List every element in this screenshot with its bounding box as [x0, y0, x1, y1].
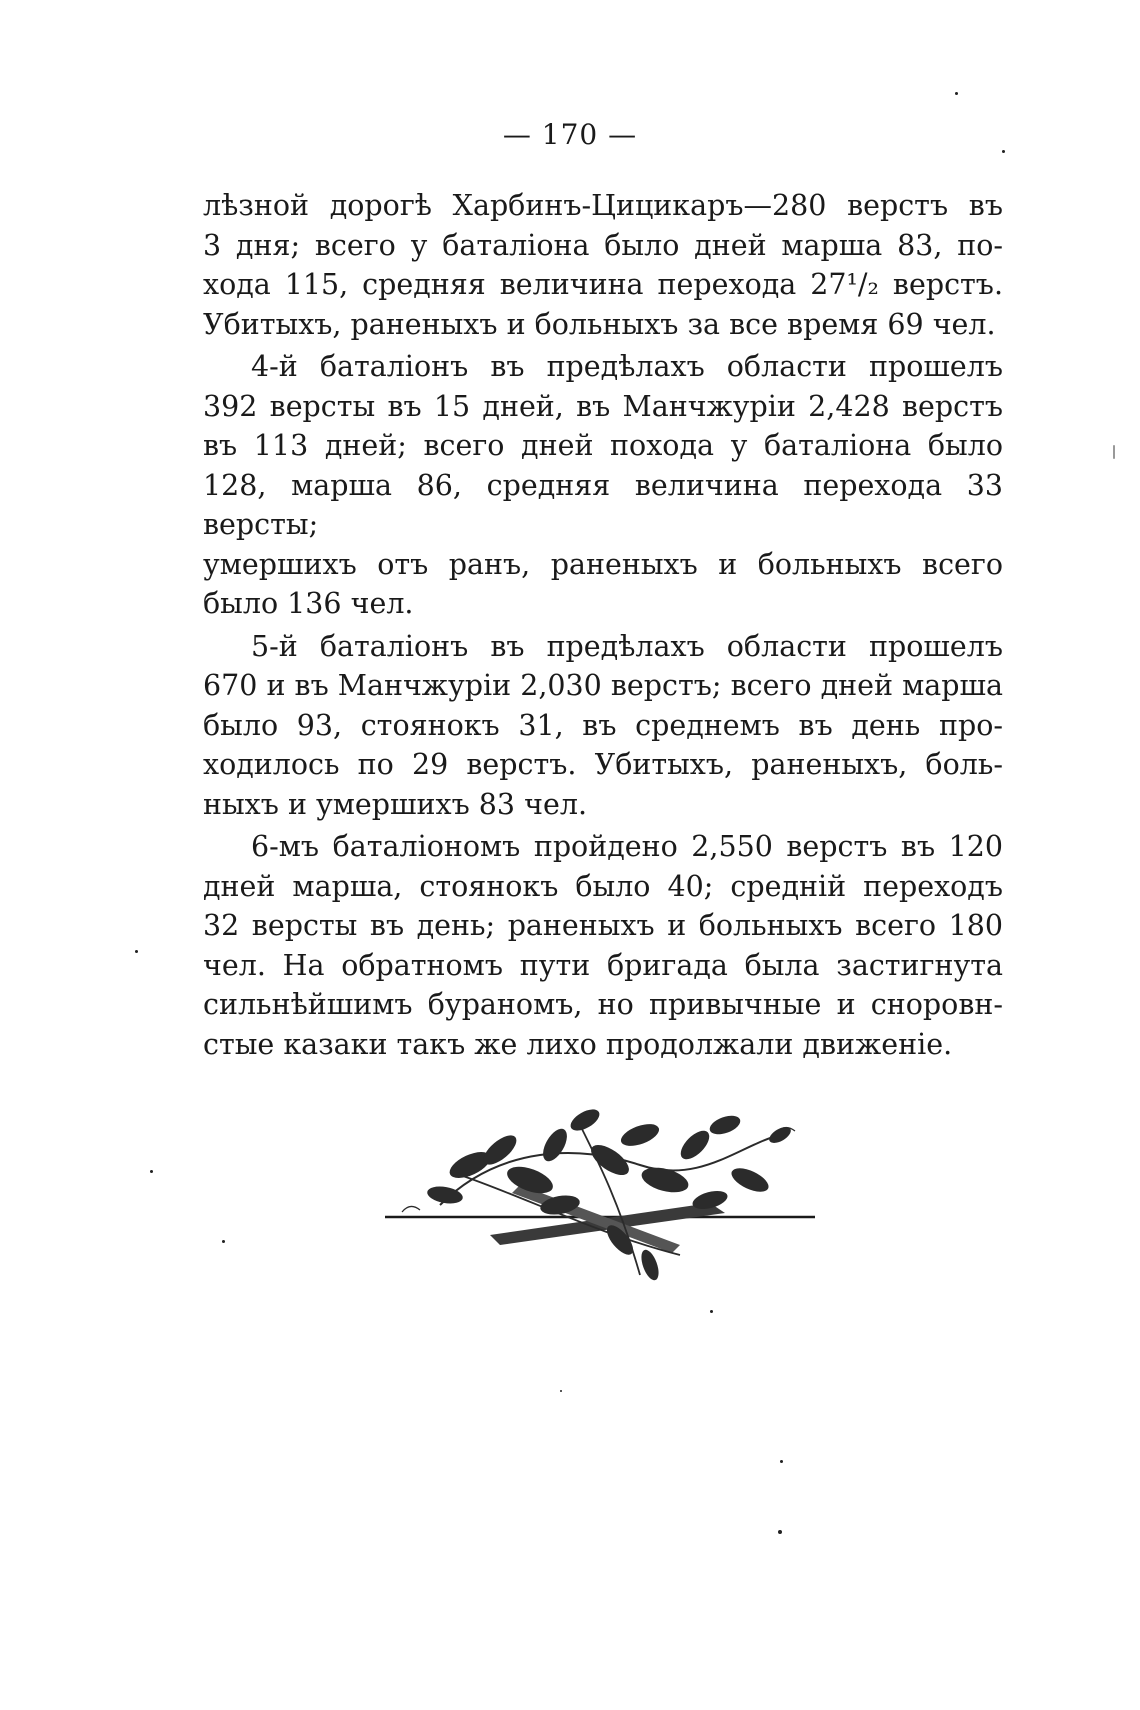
text-line: чел. На обратномъ пути бригада была застигнута: [203, 948, 1003, 982]
text-line: Убитыхъ, раненыхъ и больныхъ за все время 69 чел.: [203, 307, 996, 341]
text-line: 3 дня; всего у баталіона было дней марша 83, по-: [203, 228, 1003, 262]
text-line: умершихъ отъ ранъ, раненыхъ и больныхъ всего: [203, 547, 1003, 581]
text-line: было 136 чел.: [203, 587, 414, 620]
paragraph-1: [203, 186, 1003, 305]
text-line: сильнѣйшимъ бураномъ, но привычные и сноровн-: [203, 988, 1003, 1021]
scan-speck: [560, 1390, 562, 1392]
paragraph-2: [203, 347, 1003, 584]
text-line: 392 версты въ 15 дней, въ Манчжуріи 2,428 верстъ: [203, 389, 1003, 423]
text-line: хода 115, средняя величина перехода 27¹/₂ верстъ.: [203, 268, 1003, 301]
text-line: стые казаки такъ же лихо продолжали движеніе.: [203, 1027, 953, 1061]
text-line: въ 113 дней; всего дней похода у баталіона было: [203, 429, 1003, 462]
scan-speck: [1113, 445, 1115, 459]
scan-speck: [1002, 150, 1005, 153]
scan-speck: [955, 92, 958, 95]
text-line: ныхъ и умершихъ 83 чел.: [203, 787, 587, 821]
scan-speck: [778, 1530, 782, 1534]
paragraph-2-end: [203, 584, 1003, 624]
text-line: 670 и въ Манчжуріи 2,030 верстъ; всего дней марша: [203, 669, 1003, 702]
paragraph-1-end: [203, 305, 1003, 345]
paragraph-3: [203, 627, 1003, 785]
page-number: — 170 —: [502, 118, 638, 151]
paragraph-4-end: [203, 1025, 1003, 1065]
scan-speck: [135, 950, 138, 953]
leafy-branch-vignette-icon: [380, 1085, 820, 1285]
paragraph-4: [203, 827, 1003, 1025]
body-text: [203, 186, 1003, 1064]
text-line: 128, марша 86, средняя величина перехода 33 версты;: [203, 468, 1003, 541]
text-line: дней марша, стоянокъ было 40; средній переходъ: [203, 869, 1003, 903]
text-line: 4-й баталіонъ въ предѣлахъ области прошелъ: [251, 350, 1003, 383]
scan-speck: [780, 1460, 783, 1463]
scan-speck: [222, 1240, 225, 1243]
scan-speck: [150, 1170, 153, 1173]
paragraph-3-end: [203, 785, 1003, 825]
text-line: 5-й баталіонъ въ предѣлахъ области прошелъ: [251, 629, 1003, 663]
scan-speck: [710, 1310, 713, 1313]
text-line: лѣзной дорогѣ Харбинъ-Цицикаръ—280 верстъ въ: [203, 189, 1003, 222]
text-line: 32 версты въ день; раненыхъ и больныхъ всего 180: [203, 909, 1003, 942]
text-line: было 93, стоянокъ 31, въ среднемъ въ день про-: [203, 708, 1003, 742]
text-line: ходилось по 29 верстъ. Убитыхъ, раненыхъ, боль-: [203, 748, 1003, 781]
text-line: 6-мъ баталіономъ пройдено 2,550 верстъ въ 120: [251, 830, 1003, 863]
